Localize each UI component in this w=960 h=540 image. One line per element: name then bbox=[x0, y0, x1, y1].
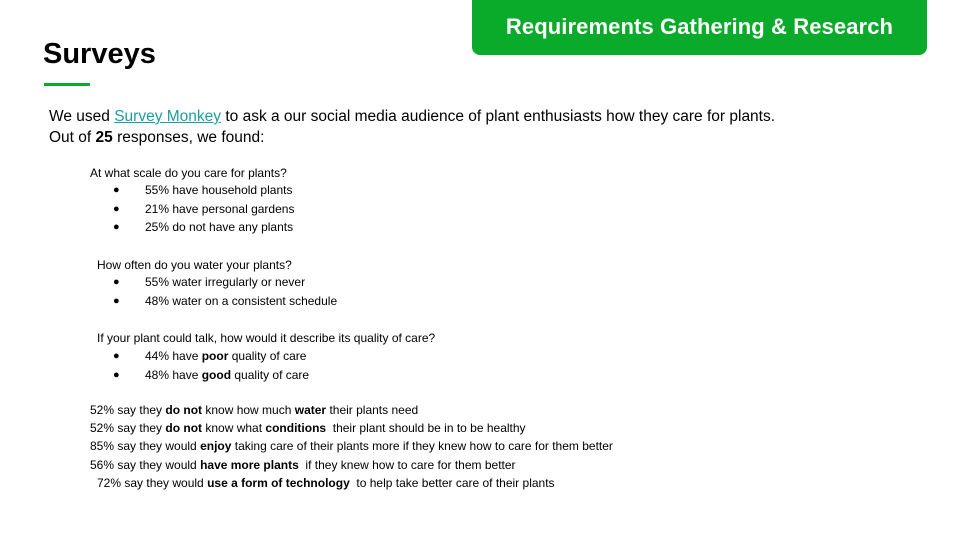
list-item: ● 25% do not have any plants bbox=[110, 218, 294, 237]
question-scale: At what scale do you care for plants? bbox=[90, 166, 287, 180]
responses-count: 25 bbox=[95, 129, 113, 146]
stat-line: 72% say they would use a form of technology to help take better care of their plants bbox=[97, 475, 555, 490]
list-item: ● 55% have household plants bbox=[110, 181, 294, 200]
list-item: ● 21% have personal gardens bbox=[110, 200, 294, 219]
answer-list-quality bbox=[110, 347, 309, 384]
stat-line: 52% say they do not know what conditions their plant should be in to be healthy bbox=[90, 421, 526, 436]
bullet-icon: ● bbox=[113, 368, 120, 381]
page-title: Surveys bbox=[43, 38, 156, 70]
question-watering: How often do you water your plants? bbox=[97, 258, 292, 272]
bullet-icon: ● bbox=[113, 221, 120, 233]
survey-monkey-link[interactable]: Survey Monkey bbox=[114, 108, 222, 125]
stat-line: 85% say they would enjoy taking care of their plants more if they knew how to care for them better bbox=[90, 439, 613, 454]
bullet-icon: ● bbox=[113, 294, 120, 307]
bullet-icon: ● bbox=[113, 184, 120, 196]
answer-list-watering bbox=[110, 273, 337, 310]
intro-text: to ask a our social media audience of plant enthusiasts how they care for plants. bbox=[221, 108, 776, 125]
intro-text: Out of bbox=[49, 129, 96, 146]
question-quality: If your plant could talk, how would it describe its quality of care? bbox=[97, 331, 436, 345]
summary-stats bbox=[90, 401, 613, 492]
stat-line: 56% say they would have more plants if they knew how to care for them better bbox=[90, 457, 516, 472]
list-item: ● 55% water irregularly or never bbox=[110, 273, 337, 292]
title-underline bbox=[44, 83, 90, 86]
intro-text: We used bbox=[49, 108, 115, 125]
list-item: ● 48% have good quality of care bbox=[110, 366, 309, 385]
list-item: ● 44% have poor quality of care bbox=[110, 347, 309, 366]
intro-paragraph bbox=[49, 106, 929, 148]
intro-line-1 bbox=[49, 106, 929, 127]
stat-line: 52% say they do not know how much water their plants need bbox=[90, 403, 419, 417]
answer-list-scale bbox=[110, 181, 294, 237]
list-item: ● 48% water on a consistent schedule bbox=[110, 292, 337, 311]
intro-line-2 bbox=[49, 127, 929, 148]
bullet-icon: ● bbox=[113, 276, 120, 288]
intro-text: responses, we found: bbox=[112, 129, 265, 146]
section-banner-title: Requirements Gathering & Research bbox=[505, 14, 894, 39]
bullet-icon: ● bbox=[113, 350, 120, 362]
bullet-icon: ● bbox=[113, 202, 120, 215]
section-banner bbox=[472, 0, 927, 55]
